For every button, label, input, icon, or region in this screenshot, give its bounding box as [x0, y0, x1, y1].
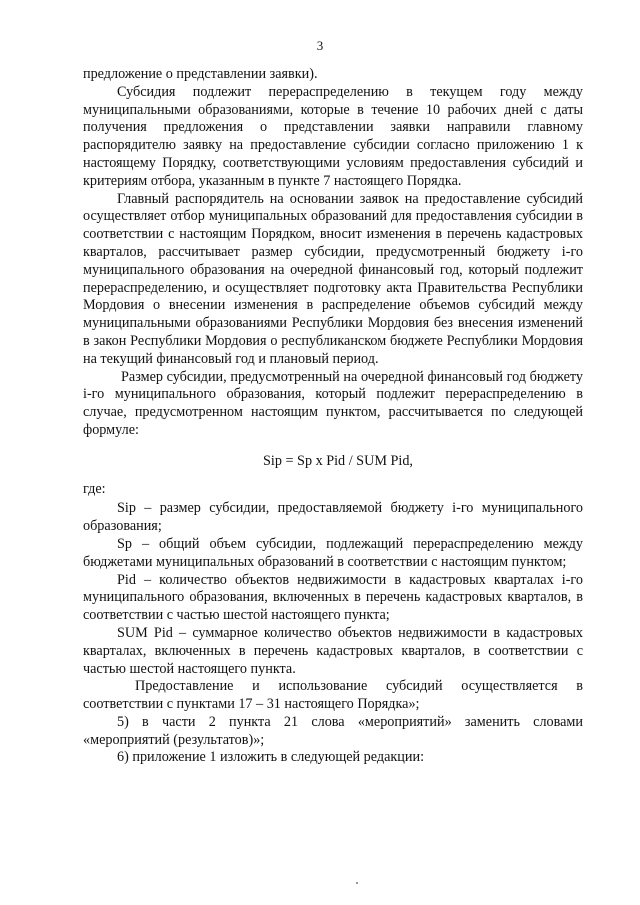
paragraph-continuation: предложение о представлении заявки).	[83, 66, 318, 82]
paragraph-chief-manager: Главный распорядитель на основании заявок на предоставление субсидий осуществляет отбор муниципальных образований для предоставления субсидии в соответствии с настоящим Порядком, вносит изменения в перечень кадастровых кварталов, рассчитывает размер субсидии, предусмотренный бюджету i-го муниципального образования на очередной финансовый год, который подлежит перераспределению, и осуществляет подготовку акта Правительства Республики Мордовия о внесении изменения в распределение объемов субсидий между муниципальными образованиями Республики Мордовия без внесения изменений в закон Республики Мордовия о республиканском бюджете Республики Мордовия на текущий финансовый год и плановый период.	[83, 190, 583, 367]
scan-speck	[356, 882, 358, 884]
definition-sp: Sp – общий объем субсидии, подлежащий перераспределению между бюджетами муниципальных образований в соответствии с настоящим пунктом;	[83, 535, 583, 570]
paragraph-provision-use: Предоставление и использование субсидий осуществляется в соответствии с пунктами 17 – 31 настоящего Порядка»;	[83, 678, 583, 713]
item-6: 6) приложение 1 изложить в следующей редакции:	[117, 749, 425, 766]
formula-where-label: где:	[83, 480, 106, 497]
document-body	[83, 66, 583, 767]
item-5: 5) в части 2 пункта 21 слова «мероприятий» заменить словами «мероприятий (результатов)»;	[83, 713, 583, 748]
paragraph-subsidy-size: Размер субсидии, предусмотренный на очередной финансовый год бюджету i-го муниципального образования, который подлежит перераспределению в случае, предусмотренном настоящим пунктом, рассчитывается по следующей формуле:	[83, 368, 583, 438]
definition-pid: Pid – количество объектов недвижимости в кадастровых кварталах i-го муниципального образования, включенных в перечень кадастровых кварталов, в соответствии с частью шестой настоящего пункта;	[83, 571, 583, 624]
formula: Sip = Sp x Pid / SUM Pid,	[263, 452, 413, 469]
definition-sip: Sip – размер субсидии, предоставляемой бюджету i-го муниципального образования;	[83, 500, 583, 535]
page-number: 3	[316, 38, 324, 53]
definition-sum-pid: SUM Pid – суммарное количество объектов недвижимости в кадастровых кварталах, включенных в перечень кадастровых кварталов, в соответствии с частью шестой настоящего пункта.	[83, 624, 583, 677]
paragraph-subsidy-redistribution: Субсидия подлежит перераспределению в текущем году между муниципальными образованиями, которые в течение 10 рабочих дней с даты получения предложения о представлении заявки направили главному распорядителю заявку на предоставление субсидии согласно приложению 1 к настоящему Порядку, соответствующими условиям предоставления субсидий и критериям отбора, указанным в пункте 7 настоящего Порядка.	[83, 83, 583, 189]
